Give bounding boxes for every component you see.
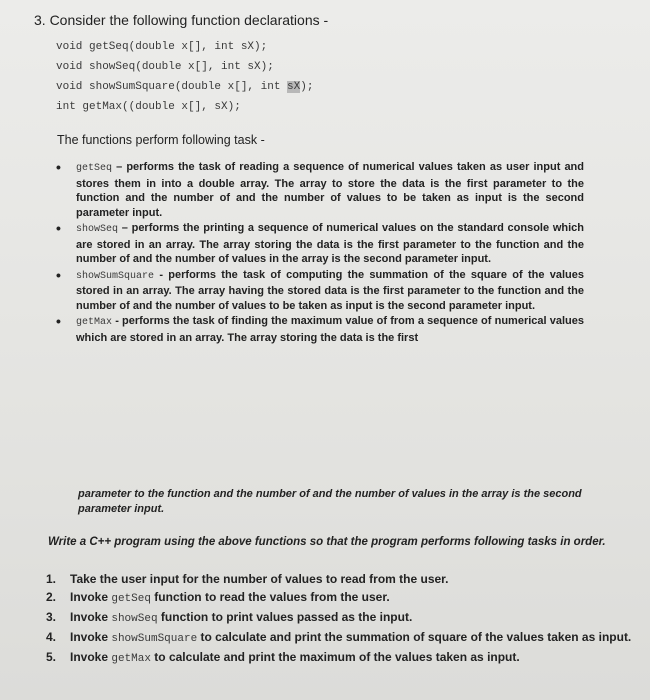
step-text bbox=[70, 588, 390, 608]
task-list bbox=[76, 160, 584, 346]
task-getseq bbox=[76, 160, 584, 220]
step-code: getMax bbox=[111, 653, 151, 665]
declaration-showsumsquare-text: void showSumSquare(double x[], int bbox=[56, 81, 288, 93]
step-text-pre: Invoke bbox=[70, 610, 112, 624]
task-separator: – bbox=[112, 161, 127, 173]
task-continuation: parameter to the function and the number of and the number of values in the array is the second parameter input. bbox=[78, 488, 582, 515]
task-function-name: getMax bbox=[76, 317, 113, 328]
step-text bbox=[70, 648, 520, 668]
step-number: 4. bbox=[46, 630, 57, 644]
step-1 bbox=[46, 570, 636, 588]
task-function-name: showSumSquare bbox=[76, 270, 155, 282]
function-declarations bbox=[56, 37, 313, 117]
step-number: 1. bbox=[46, 572, 57, 586]
step-code: getSeq bbox=[111, 593, 151, 605]
step-text-pre: Invoke bbox=[70, 650, 112, 664]
task-getmax bbox=[76, 314, 584, 345]
step-text-post: function to read the values from the user. bbox=[150, 590, 390, 604]
task-showseq bbox=[76, 221, 584, 267]
step-text-pre: Invoke bbox=[70, 590, 112, 604]
step-number: 2. bbox=[46, 590, 57, 604]
step-text bbox=[70, 608, 412, 628]
step-number: 5. bbox=[46, 650, 57, 664]
task-separator: – bbox=[118, 222, 132, 234]
step-3 bbox=[46, 608, 636, 628]
task-description: performs the task of reading a sequence of numerical values taken as user input and stores them in into a double array. The array to store the data is the first parameter to the function and the number of and the number of values to be taken as input is the second parameter input. bbox=[76, 161, 584, 219]
step-text-pre: Take the user input for the number of values to read from the user. bbox=[70, 572, 449, 586]
step-text bbox=[70, 628, 631, 648]
step-code: showSumSquare bbox=[111, 633, 198, 645]
task-description: performs the task of computing the summation of the square of the values stored in an array. The array having the stored data is the first parameter to the function and the number of and the number of values to be taken as input is the second parameter input. bbox=[76, 268, 584, 312]
step-text-pre: Invoke bbox=[70, 630, 112, 644]
question-heading: 3. Consider the following function declarations - bbox=[34, 12, 329, 28]
step-number: 3. bbox=[46, 610, 57, 624]
step-text bbox=[70, 570, 449, 588]
step-2 bbox=[46, 588, 636, 608]
task-separator: - bbox=[154, 268, 169, 281]
highlighted-param: sX bbox=[287, 81, 301, 93]
write-prompt: Write a C++ program using the above functions so that the program performs following tasks in order. bbox=[48, 536, 606, 548]
step-text-post: to calculate and print the summation of square of the values taken as input. bbox=[197, 630, 632, 644]
tasks-intro: The functions perform following task - bbox=[57, 133, 265, 147]
task-function-name: showSeq bbox=[76, 224, 119, 235]
task-description: performs the printing a sequence of numerical values on the standard console which are stored in an array. The array storing the data is the first parameter to the function and the number of and the number of values in the array is the second parameter input. bbox=[76, 222, 585, 265]
task-description: performs the task of finding the maximum value of from a sequence of numerical values which are stored in an array. The array storing the data is the first bbox=[76, 315, 584, 344]
step-code: showSeq bbox=[111, 613, 158, 625]
step-4 bbox=[46, 628, 636, 648]
task-showsumsquare bbox=[76, 268, 584, 314]
task-function-name: getSeq bbox=[76, 163, 113, 174]
declaration-getmax: int getMax((double x[], sX); bbox=[56, 101, 241, 113]
declaration-showsumsquare bbox=[56, 77, 313, 97]
step-5 bbox=[46, 648, 636, 668]
steps-list bbox=[46, 570, 636, 668]
declaration-showseq: void showSeq(double x[], int sX); bbox=[56, 61, 274, 73]
declaration-showsumsquare-tail: ); bbox=[300, 81, 314, 93]
step-text-post: to calculate and print the maximum of the values taken as input. bbox=[150, 650, 520, 664]
declaration-getseq: void getSeq(double x[], int sX); bbox=[56, 41, 268, 53]
task-separator: - bbox=[112, 315, 123, 327]
step-text-post: function to print values passed as the input. bbox=[157, 610, 413, 624]
